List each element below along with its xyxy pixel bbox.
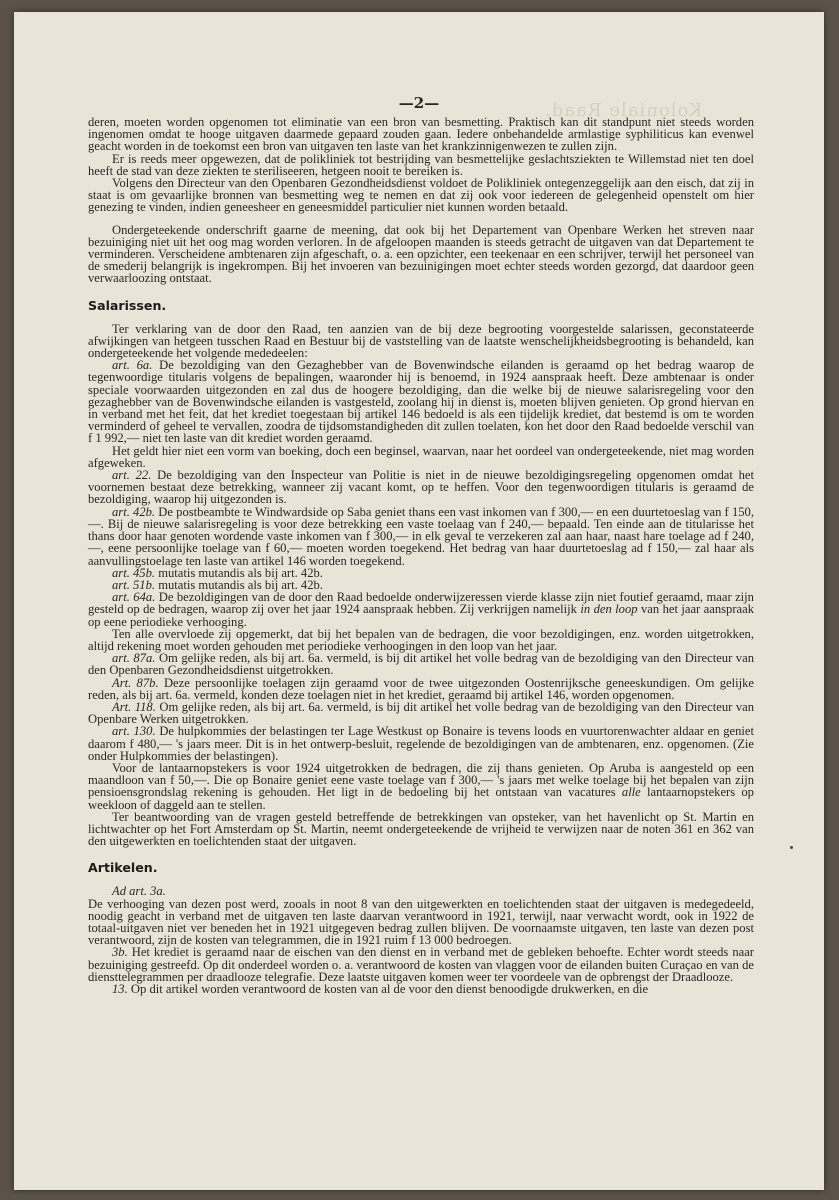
paragraph: Art. 118. Om gelijke reden, als bij art. 6a. vermeld, is bij dit artikel het volle bedrag van de bezoldiging van den Directeur van Openbare Werken uitgetrokken. bbox=[88, 699, 755, 727]
section-heading-artikelen: Artikelen. bbox=[88, 860, 158, 876]
paragraph: art. 42b. De postbeambte te Windwardside op Saba geniet thans een vast inkomen van f 300,— en een duurtetoeslag van f 150,—. Bij de nieuwe salarisregeling is voor deze betrekking een vaste toelaag van f 240,— bepaald. Ten einde aan de titularisse het thans door haar genoten wordende vaste inkomen van f 300,— in elk geval te verzekeren zal aan haar, naast hare toelage ad f 240,—, eene persoonlijke toelage van f 60,— moeten worden toegekend. Het bedrag van haar duurtetoeslag ad f 150,— zal haar als aanvullingstoelage ten laste van artikel 146 worden toegekend. bbox=[88, 504, 754, 568]
article-ref: art. 87a. bbox=[112, 651, 156, 666]
paragraph: art. 130. De hulpkommies der belastingen ter Lage Westkust op Bonaire is tevens loods en vuurtorenwachter aldaar en geniet daarom f 480,— 's jaars meer. Dit is in het ontwerp-besluit, regelende de bezoldigingen van de ambtenaren, enz. opgenomen. (Zie onder Hulpkommies der belastingen). bbox=[88, 724, 754, 763]
paragraph: 3b. Het krediet is geraamd naar de eischen van den dienst en in verband met de gebleken behoefte. Echter wordt steeds naar bezuiniging gestreefd. Op dit onderdeel worden o. a. verantwoord de kosten van vlaggen voor de eilanden buiten Curaçao en van de diensttelegrammen per draadlooze telegrafie. Deze laatste uitgaven komen weer ter voordeele van de opbrengst der Draadlooze. bbox=[88, 945, 754, 984]
article-ref: 13. bbox=[112, 982, 128, 996]
article-ref: art. 42b. bbox=[112, 504, 156, 519]
article-ref: art. 51b. bbox=[112, 577, 156, 592]
page-number: —2— bbox=[398, 94, 440, 112]
document-body bbox=[88, 116, 754, 995]
paragraph: Volgens den Directeur van den Openbaren Gezondheidsdienst voldoet de Polikliniek ontegenzeggelijk aan den eisch, dat zij in staat is om gevaarlijke bronnen van besmetting weg te nemen en dat zij ook voor iedereen de gelegenheid openstelt om hier genezing te vinden, indien geneesheer en geneesmiddel particulier niet kunnen worden betaald. bbox=[88, 176, 754, 215]
paragraph: Ondergeteekende onderschrift gaarne de meening, dat ook bij het Departement van Openbare Werken het streven naar bezuiniging niet uit het oog mag worden verloren. In de afgeloopen maanden is steeds getracht de uitgaven van dat Departement te verminderen. Verscheidene ambtenaren zijn afgeschaft, o. a. een opzichter, een teekenaar en een schrijver, terwijl het personeel van de smederij belangrijk is ingekrompen. Bij het invoeren van bezuinigingen moet echter steeds worden gezorgd, dat daardoor geen verwaarloozing ontstaat. bbox=[88, 222, 754, 286]
section-heading-salarissen: Salarissen. bbox=[88, 297, 167, 313]
article-ref: art. 45b. bbox=[112, 565, 156, 580]
paragraph: art. 6a. De bezoldiging van den Gezaghebber van de Bovenwindsche eilanden is geraamd op het bedrag waarop de tegenwoordige titularis volgens de bepalingen, waaronder hij is benoemd, in 1924 aanspraak heeft. Deze ambtenaar is onder speciale voorwaarden uitgezonden en zal dus de hoogere bezoldiging, dan die welke bij de nieuwe salarisregeling voor den gezaghebber van de Bovenwindsche eilanden is vastgesteld, zoolang hij in dienst is, moeten blijven genieten. Op grond hiervan en in verband met het feit, dat het krediet toegestaan bij artikel 146 bedoeld is als een tijdelijk krediet, dat bestemd is om te worden verminderd of geheel te vervallen, zoodra de tijdsomstandigheden dit zullen toelaten, kon het door den Raad bedoelde verschil van f 1 992,— niet ten laste van dit krediet worden geraamd. bbox=[88, 358, 754, 446]
paragraph: Art. 87b. Deze persoonlijke toelagen zijn geraamd voor de twee uitgezonden Oostenrijksche geneeskundigen. Om gelijke reden, als bij art. 6a. vermeld, konden deze toelagen niet in het krediet, geraamd bij artikel 146, worden opgenomen. bbox=[88, 675, 755, 702]
paragraph: art. 64a. De bezoldigingen van de door den Raad bedoelde onderwijzeressen vierde klasse zijn niet foutief geraamd, maar zijn gesteld op de bedragen, waarop zij over het jaar 1924 aanspraak hebben. Zij verkrijgen namelijk in den loop van het jaar aanspraak op eene periodieke verhooging. bbox=[88, 590, 754, 629]
ink-speck bbox=[790, 846, 793, 849]
article-ref: art. 130. bbox=[112, 724, 156, 739]
paragraph: Ter beantwoording van de vragen gesteld betreffende de betrekkingen van opsteker, van het havenlicht op St. Martin en lichtwachter op het Fort Amsterdam op St. Martin, neemt ondergeteekende de vrijheid te verwijzen naar de noten 361 en 362 van den uitgewerkten en toelichtenden staat der uitgaven. bbox=[88, 809, 754, 849]
article-ref: art. 22. bbox=[112, 468, 152, 483]
paragraph: art. 22. De bezoldiging van den Inspecteur van Politie is niet in de nieuwe bezoldigingsregeling opgenomen omdat het voornemen bestaat deze betrekking, wanneer zij vacant komt, op te heffen. Voor den tegenwoordigen titularis is geraamd de bezoldiging, waarop hij uitgezonden is. bbox=[88, 468, 754, 507]
article-subheading: Ad art. 3a. bbox=[112, 884, 166, 899]
article-ref: 3b. bbox=[112, 945, 128, 960]
document-page bbox=[14, 12, 824, 1190]
paragraph: De verhooging van dezen post werd, zooals in noot 8 van den uitgewerkten en toelichtenden staat der uitgaven is medegedeeld, noodig geacht in verband met de uitgaven ten laste daarvan verantwoord in 1921, terwijl, naar verwacht wordt, ook in 1922 de totaal-uitgaven niet ver beneden het in 1921 uitgegeven bedrag zullen blijven. De voornaamste uitgaven, ten laste van dezen post verantwoord, zijn de kosten van telegrammen, die in 1921 ruim f 13 000 bedroegen. bbox=[88, 896, 754, 948]
paragraph: Ten alle overvloede zij opgemerkt, dat bij het bepalen van de bedragen, die voor bezoldigingen, enz. worden uitgetrokken, altijd rekening moet worden gehouden met periodieke verhoogingen in den loop van het jaar. bbox=[88, 626, 754, 653]
paragraph: Voor de lantaarnopstekers is voor 1924 uitgetrokken de bedragen, die zij thans genieten. Op Aruba is aangesteld op een maandloon van f 50,—. Die op Bonaire geniet eene vaste toelage van f 300,— 's jaars met welke toelage bij het bepalen van zijn pensioensgrondslag rekening is gehouden. Het ligt in de bedoeling bij het ontstaan van vacatures alle lantaarnopstekers op weekloon of daggeld aan te stellen. bbox=[88, 760, 754, 812]
article-ref: Art. 118. bbox=[112, 699, 156, 714]
paragraph: art. 87a. Om gelijke reden, als bij art. 6a. vermeld, is bij dit artikel het volle bedrag van de bezoldiging van den Directeur van den Openbaren Gezondheidsdienst uitgetrokken. bbox=[88, 651, 754, 678]
paragraph: art. 51b. mutatis mutandis als bij art. 42b. bbox=[112, 577, 323, 592]
bleed-through-text: Koloniale Raad. bbox=[544, 100, 703, 121]
paragraph: 13. Op dit artikel worden verantwoord de kosten van al de voor den dienst benoodigde drukwerken, en die bbox=[112, 982, 649, 996]
paragraph: deren, moeten worden opgenomen tot eliminatie van een bron van besmetting. Praktisch kan dit standpunt niet steeds worden ingenomen omdat te hooge uitgaven daarmede gepaard zouden gaan. Iedere onbehandelde armlastige syphiliticus kan evenwel geacht worden in de toekomst een bron van uitgaven ten laste van het krankzinnigenwezen te zullen zijn. bbox=[88, 115, 754, 154]
paragraph: Het geldt hier niet een vorm van boeking, doch een beginsel, waarvan, naar het oordeel van ondergeteekende, niet mag worden afgeweken. bbox=[88, 443, 754, 470]
paragraph: art. 45b. mutatis mutandis als bij art. 42b. bbox=[112, 565, 323, 580]
paragraph: Ter verklaring van de door den Raad, ten aanzien van de bij deze begrooting voorgestelde salarissen, geconstateerde afwijkingen van hetgeen tusschen Raad en Bestuur bij de vaststelling van de laatste wenschelijkheidsbegrooting is behandeld, kan ondergeteekende het volgende mededeelen: bbox=[88, 321, 754, 361]
article-ref: Art. 87b. bbox=[112, 675, 159, 690]
article-ref: art. 64a. bbox=[112, 590, 156, 605]
paragraph: Er is reeds meer opgewezen, dat de polikliniek tot bestrijding van besmettelijke geslachtsziekten te Willemstad niet ten doel heeft de stad van deze ziekten te steriliseeren, hetgeen nooit te bereiken is. bbox=[88, 151, 754, 178]
article-ref: art. 6a. bbox=[112, 358, 153, 373]
